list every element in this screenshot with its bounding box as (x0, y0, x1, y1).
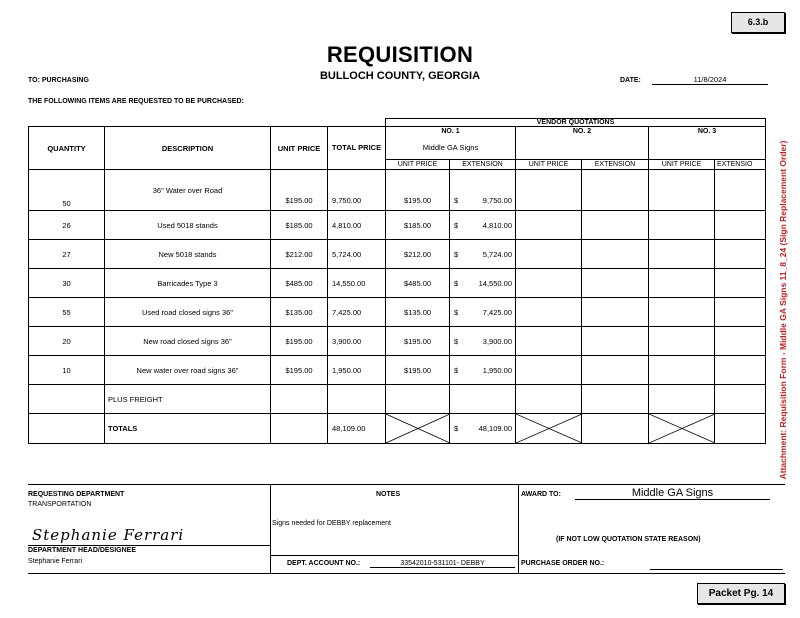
vendor-quotations-header: VENDOR QUOTATIONS (386, 119, 766, 127)
attachment-side-text: Attachment: Requisition Form - Middle GA Signs 11_8_24 (Sign Replacement Order) (778, 140, 788, 480)
row-v1-extension: 9,750.00 (482, 196, 512, 205)
row-total: 3,900.00 (328, 327, 386, 356)
date-label: DATE: (620, 77, 641, 84)
not-low-label: (IF NOT LOW QUOTATION STATE REASON) (556, 536, 701, 543)
v2-unit-price-header: UNIT PRICE (516, 160, 582, 170)
currency-symbol: $ (454, 424, 459, 433)
page-title: REQUISITION (326, 42, 474, 67)
notes-text: Signs needed for DEBBY replacement (272, 520, 391, 527)
row-v1-extension: 4,810.00 (482, 220, 512, 230)
packet-page: Packet Pg. 14 (697, 583, 785, 604)
notes-label: NOTES (376, 491, 401, 498)
row-quantity: 55 (29, 298, 105, 327)
currency-symbol: $ (454, 336, 459, 346)
row-description: Used 5018 stands (105, 211, 271, 240)
page-tag: 6.3.b (731, 12, 785, 33)
po-label: PURCHASE ORDER NO.: (521, 560, 605, 567)
county-subtitle: BULLOCH COUNTY, GEORGIA (319, 70, 481, 82)
row-v1-extension: 1,950.00 (482, 365, 512, 375)
row-quantity: 50 (29, 170, 105, 211)
row-quantity: 26 (29, 211, 105, 240)
vendor-no1-header: NO. 1 (386, 127, 516, 136)
plus-freight-label: PLUS FREIGHT (105, 385, 271, 414)
row-v1-unit: $195.00 (386, 170, 450, 211)
row-quantity: 20 (29, 327, 105, 356)
row-description: Used road closed signs 36" (105, 298, 271, 327)
row-v1-unit: $195.00 (386, 327, 450, 356)
row-v1-extension: 14,550.00 (478, 278, 512, 288)
row-description: New water over road signs 36" (105, 356, 271, 385)
row-unit-price: $195.00 (271, 356, 328, 385)
row-unit-price: $485.00 (271, 269, 328, 298)
v3-extension-header: EXTENSIO (715, 160, 766, 170)
currency-symbol: $ (454, 278, 459, 288)
row-total: 14,550.00 (328, 269, 386, 298)
requesting-dept: TRANSPORTATION (28, 501, 92, 508)
row-v1-unit: $485.00 (386, 269, 450, 298)
v1-extension-header: EXTENSION (450, 160, 516, 170)
row-total: 5,724.00 (328, 240, 386, 269)
vendor-no3-header: NO. 3 (649, 127, 766, 136)
description-header: DESCRIPTION (105, 127, 271, 170)
dept-account: 33542010-531101- DEBBY (370, 560, 515, 568)
items-table (28, 118, 766, 444)
date-value: 11/8/2024 (652, 75, 768, 85)
row-unit-price: $195.00 (271, 327, 328, 356)
row-quantity: 10 (29, 356, 105, 385)
row-v1-unit: $195.00 (386, 356, 450, 385)
currency-symbol: $ (454, 365, 459, 375)
totals-price: 48,109.00 (328, 414, 386, 444)
currency-symbol: $ (454, 220, 459, 230)
row-v1-extension: 5,724.00 (482, 249, 512, 259)
v1-unit-price-header: UNIT PRICE (386, 160, 450, 170)
signature: Stephanie Ferrari (32, 526, 185, 544)
x-mark (386, 414, 450, 444)
row-description: 36" Water over Road (105, 170, 271, 211)
dept-account-label: DEPT. ACCOUNT NO.: (287, 560, 361, 567)
row-quantity: 27 (29, 240, 105, 269)
row-v1-unit: $185.00 (386, 211, 450, 240)
row-description: Barricades Type 3 (105, 269, 271, 298)
row-quantity: 30 (29, 269, 105, 298)
row-unit-price: $135.00 (271, 298, 328, 327)
award-label: AWARD TO: (521, 491, 561, 498)
totals-v1-extension: 48,109.00 (478, 424, 512, 433)
row-v1-unit: $135.00 (386, 298, 450, 327)
row-unit-price: $212.00 (271, 240, 328, 269)
currency-symbol: $ (454, 196, 459, 205)
dept-head-label: DEPARTMENT HEAD/DESIGNEE (28, 547, 136, 554)
x-mark (516, 414, 582, 444)
award-to: Middle GA Signs (575, 487, 770, 500)
row-unit-price: $185.00 (271, 211, 328, 240)
total-price-header: TOTAL PRICE (328, 127, 386, 170)
row-total: 7,425.00 (328, 298, 386, 327)
row-description: New road closed signs 36" (105, 327, 271, 356)
quantity-header: QUANTITY (29, 127, 105, 170)
row-v1-extension: 7,425.00 (482, 307, 512, 317)
intro-text: THE FOLLOWING ITEMS ARE REQUESTED TO BE PURCHASED: (28, 98, 244, 105)
v3-unit-price-header: UNIT PRICE (649, 160, 715, 170)
requesting-dept-label: REQUESTING DEPARTMENT (28, 491, 125, 498)
row-description: New 5018 stands (105, 240, 271, 269)
currency-symbol: $ (454, 307, 459, 317)
dept-head-name: Stephanie Ferrari (28, 558, 83, 565)
vendor-no2-header: NO. 2 (516, 127, 649, 136)
vendor1-name: Middle GA Signs (386, 136, 516, 160)
to-label: TO: PURCHASING (28, 77, 89, 84)
x-mark (649, 414, 715, 444)
row-total: 1,950.00 (328, 356, 386, 385)
row-v1-unit: $212.00 (386, 240, 450, 269)
totals-label: TOTALS (105, 414, 271, 444)
v2-extension-header: EXTENSION (582, 160, 649, 170)
unit-price-header: UNIT PRICE (271, 127, 328, 170)
row-v1-extension: 3,900.00 (482, 336, 512, 346)
row-total: 9,750.00 (328, 170, 386, 211)
currency-symbol: $ (454, 249, 459, 259)
row-unit-price: $195.00 (271, 170, 328, 211)
row-total: 4,810.00 (328, 211, 386, 240)
